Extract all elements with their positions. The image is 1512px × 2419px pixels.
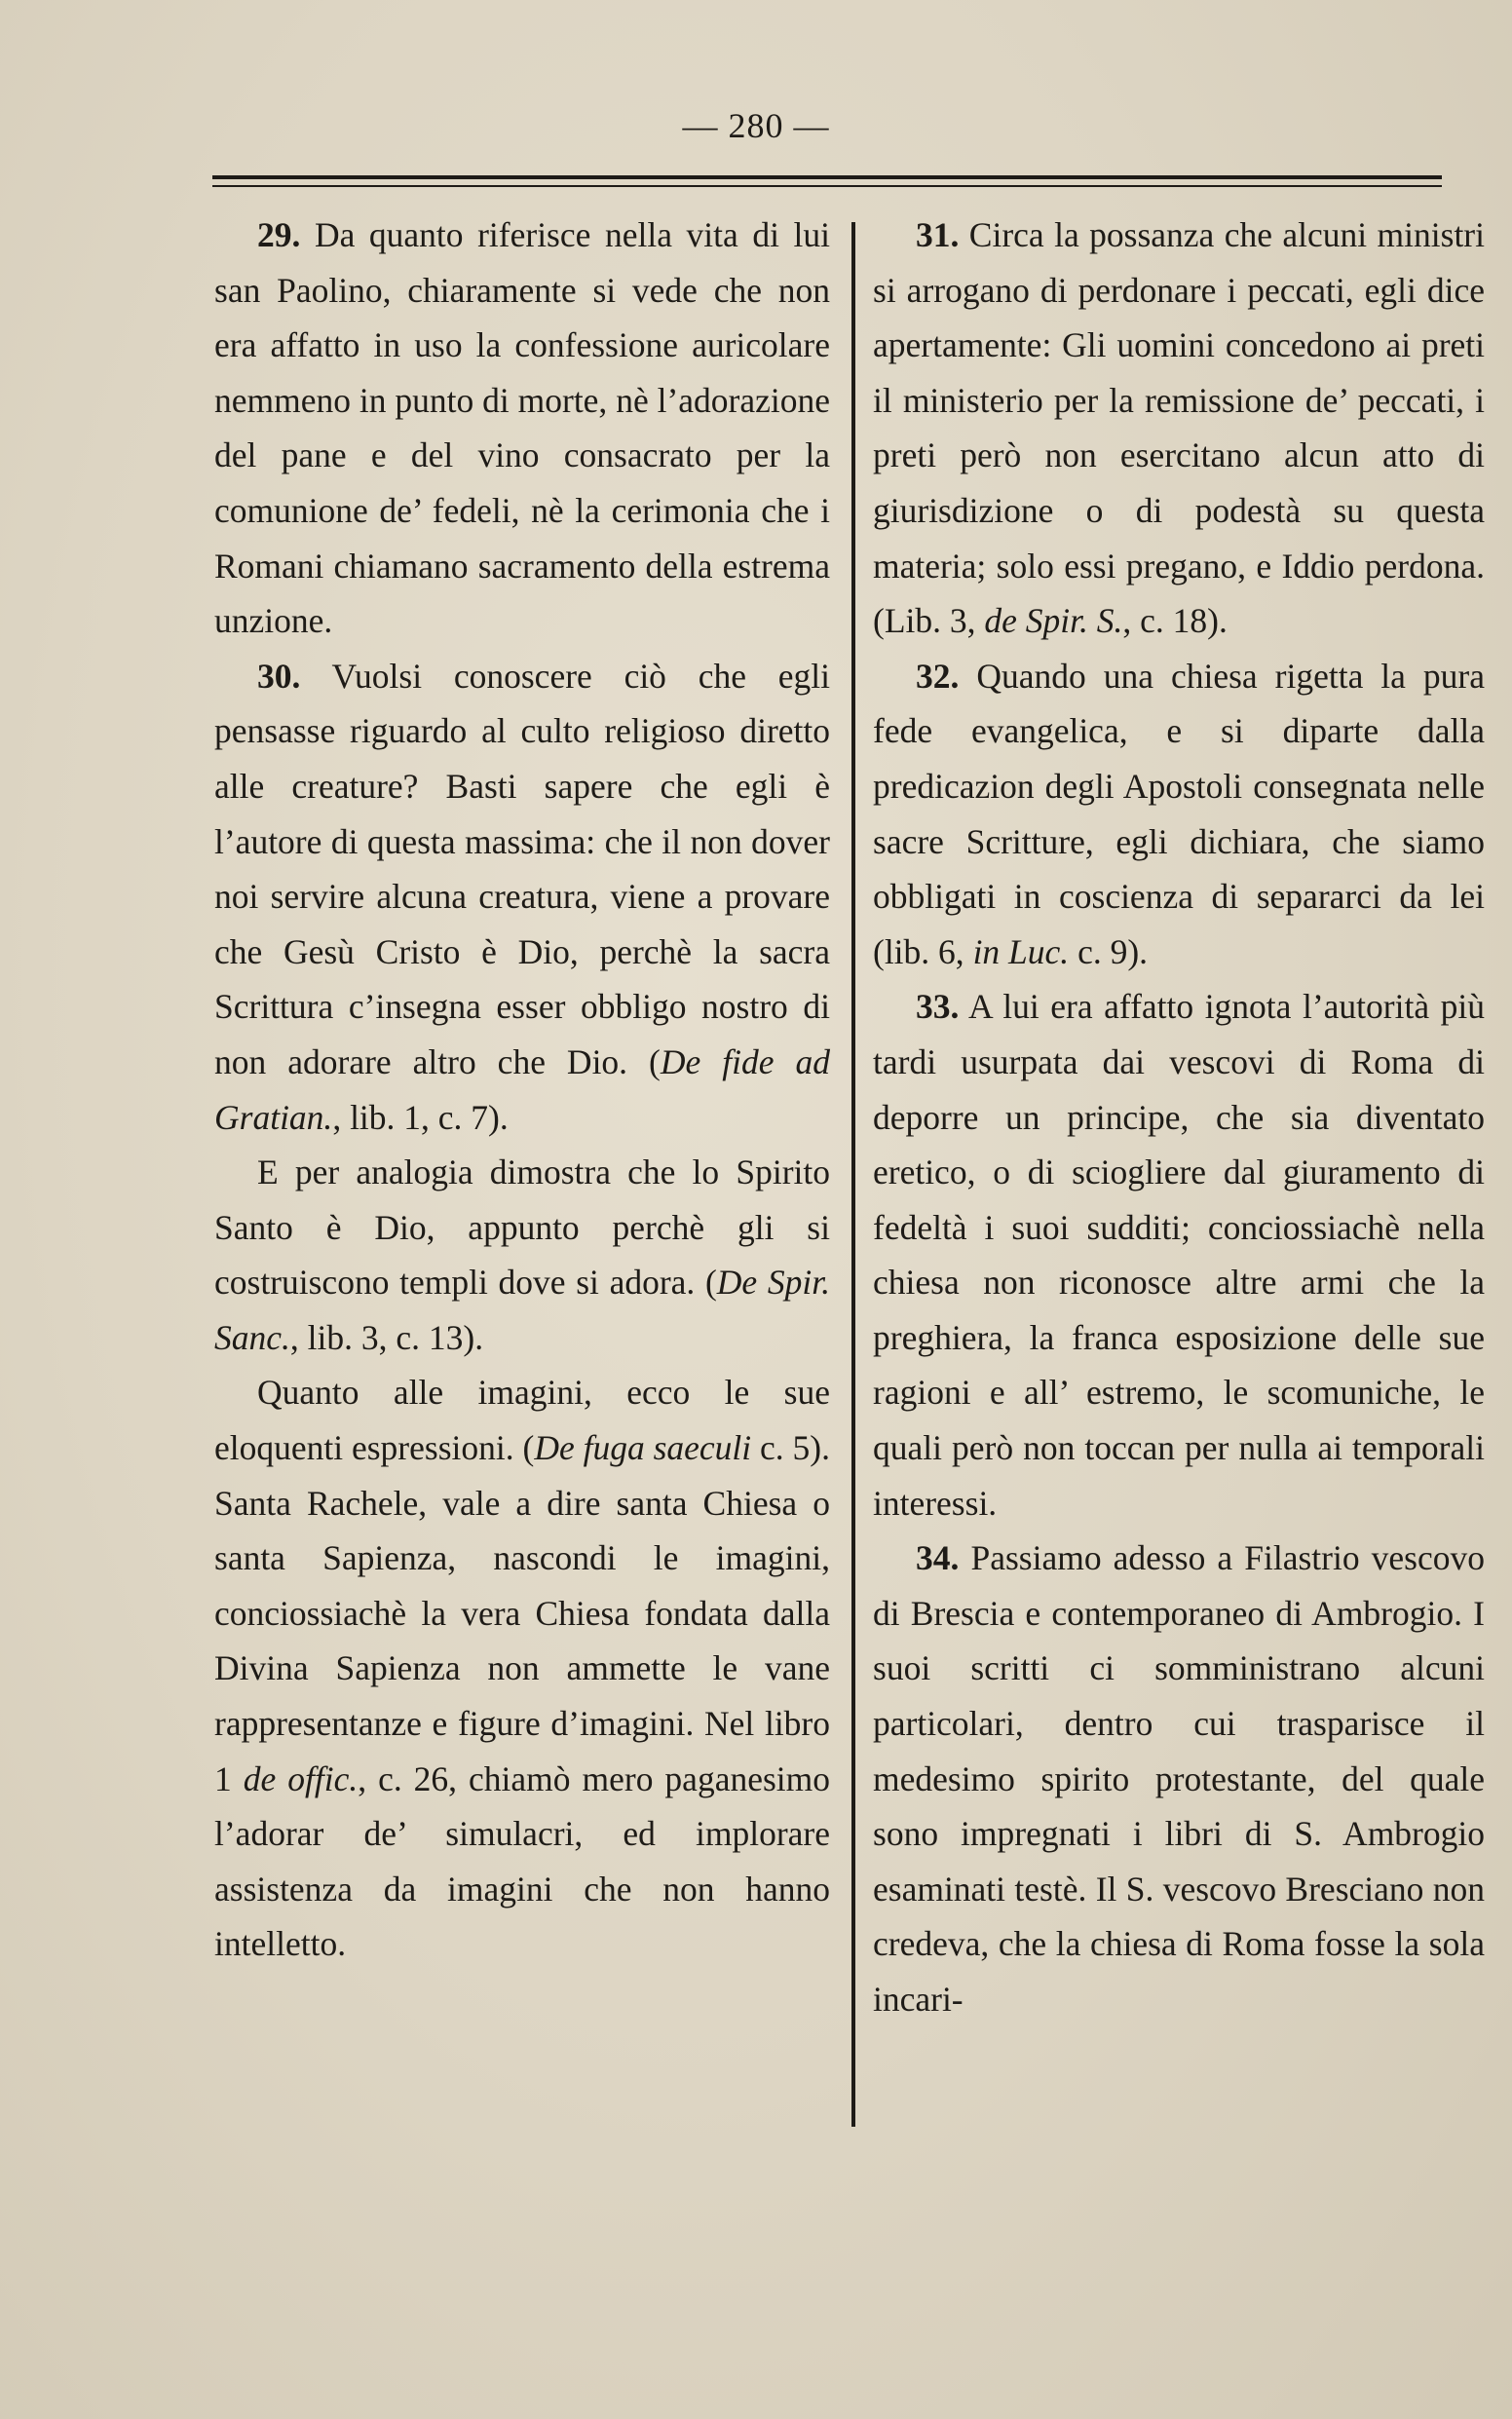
paragraph-29 <box>214 208 830 649</box>
citation: De fide ad Gratian. <box>214 1041 830 1137</box>
paragraph-text-mid: c. 5). Santa Rachele, vale a dire santa Chiesa o santa Sapienza, nascondi le imagini, conciossiachè la vera Chiesa fondata dalla Divina Sapienza non ammette le vane rappresentanze e figure d’imagini. Nel libro 1 <box>214 1428 830 1798</box>
citation: in Luc. <box>972 931 1070 971</box>
paragraph-32 <box>873 649 1485 980</box>
citation-tail: , c. 18). <box>1122 601 1228 641</box>
paragraph-number: 34. <box>916 1538 960 1578</box>
paragraph-text: Passiamo adesso a Filastrio vescovo di Brescia e contemporaneo di Ambrogio. I suoi scritti ci somministrano alcuni particolari, dentro cui trasparisce il medesimo spirito protestante, del quale sono impregnati i libri di S. Ambrogio esaminati testè. Il S. vescovo Bresciano non credeva, che la chiesa di Roma fosse la sola incari- <box>873 1538 1485 2019</box>
paragraph-text: Circa la possanza che alcuni ministri si arrogano di perdonare i peccati, egli dice apertamente: Gli uomini concedono ai preti il ministerio per la remissione de’ peccati, i preti però non esercitano alcun atto di giurisdizione o di podestà su questa materia; solo essi pregano, e Iddio perdona. (Lib. 3, <box>873 215 1485 641</box>
paragraph-text: E per analogia dimostra che lo Spirito Santo è Dio, appunto perchè gli si costruiscono templi dove si adora. ( <box>214 1153 830 1303</box>
paragraph-text: Da quanto riferisce nella vita di lui san Paolino, chiaramente si vede che non era affatto in uso la confessione auricolare nemmeno in punto di morte, nè l’adorazione del pane e del vino consacrato per la comunione de’ fedeli, nè la cerimonia che i Romani chiamano sacramento della estrema unzione. <box>214 215 830 641</box>
page-number: — 280 — <box>682 106 830 145</box>
right-column <box>873 208 1485 2027</box>
paragraph-30 <box>214 649 830 1145</box>
paragraph-33 <box>873 979 1485 1531</box>
citation: de Spir. S. <box>984 601 1123 641</box>
paragraph-31 <box>873 208 1485 649</box>
header-rule-thick <box>212 175 1442 179</box>
paragraph-number: 31. <box>916 215 960 254</box>
paragraph-text: Quando una chiesa rigetta la pura fede evangelica, e si diparte dalla predicazion degli Apostoli consegnata nelle sacre Scritture, egli dichiara, che siamo obbligati in coscienza di separarci da lei (lib. 6, <box>873 656 1485 971</box>
paragraph-analogia <box>214 1145 830 1365</box>
citation: de offic. <box>243 1758 359 1798</box>
paragraph-imagini <box>214 1365 830 1972</box>
citation: De fuga saeculi <box>534 1428 752 1468</box>
citation: De Spir. Sanc. <box>214 1263 830 1357</box>
paragraph-text: Vuolsi conoscere ciò che egli pensasse riguardo al culto religioso diretto alle creature? Basti sapere che egli è l’autore di questa massima: che il non dover noi servire alcuna creatura, viene a provare che Gesù Cristo è Dio, perchè la sacra Scrittura c’insegna esser obbligo nostro di non adorare altro che Dio. ( <box>214 656 831 1081</box>
column-divider <box>851 222 855 2127</box>
paragraph-number: 33. <box>916 987 960 1027</box>
left-column <box>214 208 830 1972</box>
paragraph-text: A lui era affatto ignota l’autorità più tardi usurpata dai vescovi di Roma di deporre un principe, che sia diventato eretico, o di sciogliere dal giuramento di fedeltà i suoi sudditi; conciossiachè nella chiesa non riconosce altre armi che la preghiera, la franca esposizione delle sue ragioni e all’ estremo, le scomuniche, le quali però non toccan per nulla ai temporali interessi. <box>873 987 1486 1523</box>
paragraph-number: 29. <box>257 215 301 254</box>
citation-tail: c. 9). <box>1069 931 1149 971</box>
paragraph-34 <box>873 1531 1485 2026</box>
paragraph-text: Quanto alle imagini, ecco le sue eloquenti espressioni. ( <box>214 1373 830 1468</box>
header-rule-thin <box>212 185 1442 187</box>
citation-tail: , c. 26, chiamò mero paganesimo l’adorar de’ simulacri, ed implorare assistenza da imagini che non hanno intelletto. <box>214 1758 830 1964</box>
citation-tail: , lib. 3, c. 13). <box>289 1317 484 1357</box>
paragraph-number: 32. <box>916 656 960 696</box>
paragraph-number: 30. <box>257 656 301 696</box>
citation-tail: , lib. 1, c. 7). <box>332 1097 509 1137</box>
